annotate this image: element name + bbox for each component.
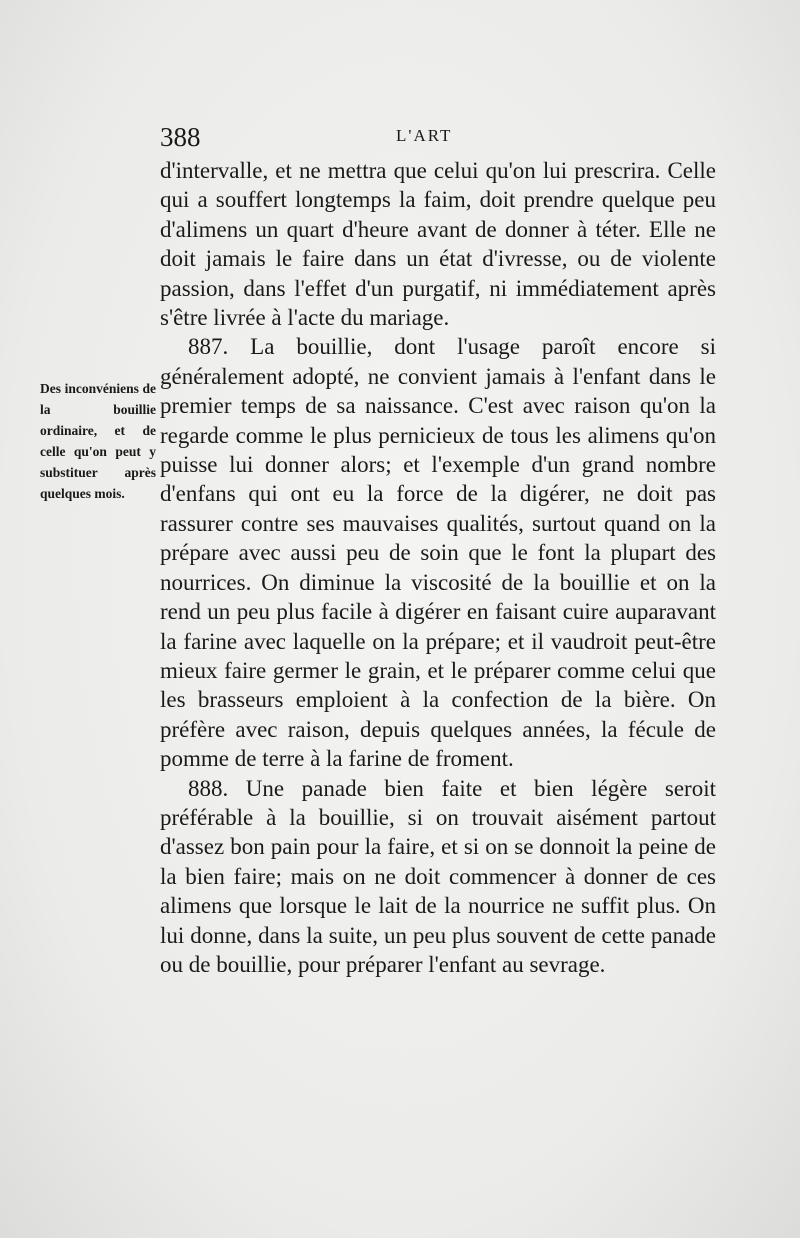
paragraph-887 bbox=[160, 332, 716, 773]
page-header bbox=[160, 122, 715, 156]
section-number: 888. bbox=[188, 775, 229, 801]
section-number: 887. bbox=[188, 334, 229, 360]
paragraph-text: Une panade bien faite et bien légère seroit préférable à la bouillie, si on trouvait aisément partout d'assez bon pain pour la faire, et si on se donnoit la peine de la bien faire; mais on ne doit commencer à donner de ces alimens que lorsque le lait de la nourrice ne suffit plus. On lui donne, dans la suite, un peu plus souvent de cette panade ou de bouillie, pour préparer l'enfant au sevrage. bbox=[160, 775, 716, 977]
paragraph-continued bbox=[160, 156, 716, 332]
margin-note: Des inconvéniens de la bouillie ordinaire, et de celle qu'on peut y substituer après quelques mois. bbox=[40, 381, 156, 501]
page-number: 388 bbox=[160, 122, 201, 152]
paragraph-text: d'intervalle, et ne mettra que celui qu'on lui prescrira. Celle qui a souffert longtemps la faim, doit prendre quelque peu d'alimens un quart d'heure avant de donner à téter. Elle ne doit jamais le faire dans un état d'ivresse, ou de violente passion, dans l'effet d'un purgatif, ni immédiatement après s'être livrée à l'acte du mariage. bbox=[160, 158, 716, 331]
running-head: L'ART bbox=[396, 126, 453, 145]
paragraph-text: La bouillie, dont l'usage paroît encore si généralement adopté, ne convient jamais à l'enfant dans le premier temps de sa naissance. C'est avec raison qu'on la regarde comme le plus pernicieux de tous les alimens qu'on puisse lui donner alors; et l'exemple d'un grand nombre d'enfans qui ont eu la force de la digérer, ne doit pas rassurer contre ses mauvaises qualités, surtout quand on la prépare avec aussi peu de soin que le font la plupart des nourrices. On diminue la viscosité de la bouillie et on la rend un peu plus facile à digérer en faisant cuire auparavant la farine avec laquelle on la prépare; et il vaudroit peut-être mieux faire germer le grain, et le préparer comme celui que les brasseurs emploient à la confection de la bière. On préfère avec raison, depuis quelques années, la fécule de pomme de terre à la farine de froment. bbox=[160, 334, 717, 772]
paragraph-888 bbox=[160, 774, 716, 980]
body-text bbox=[160, 156, 716, 979]
